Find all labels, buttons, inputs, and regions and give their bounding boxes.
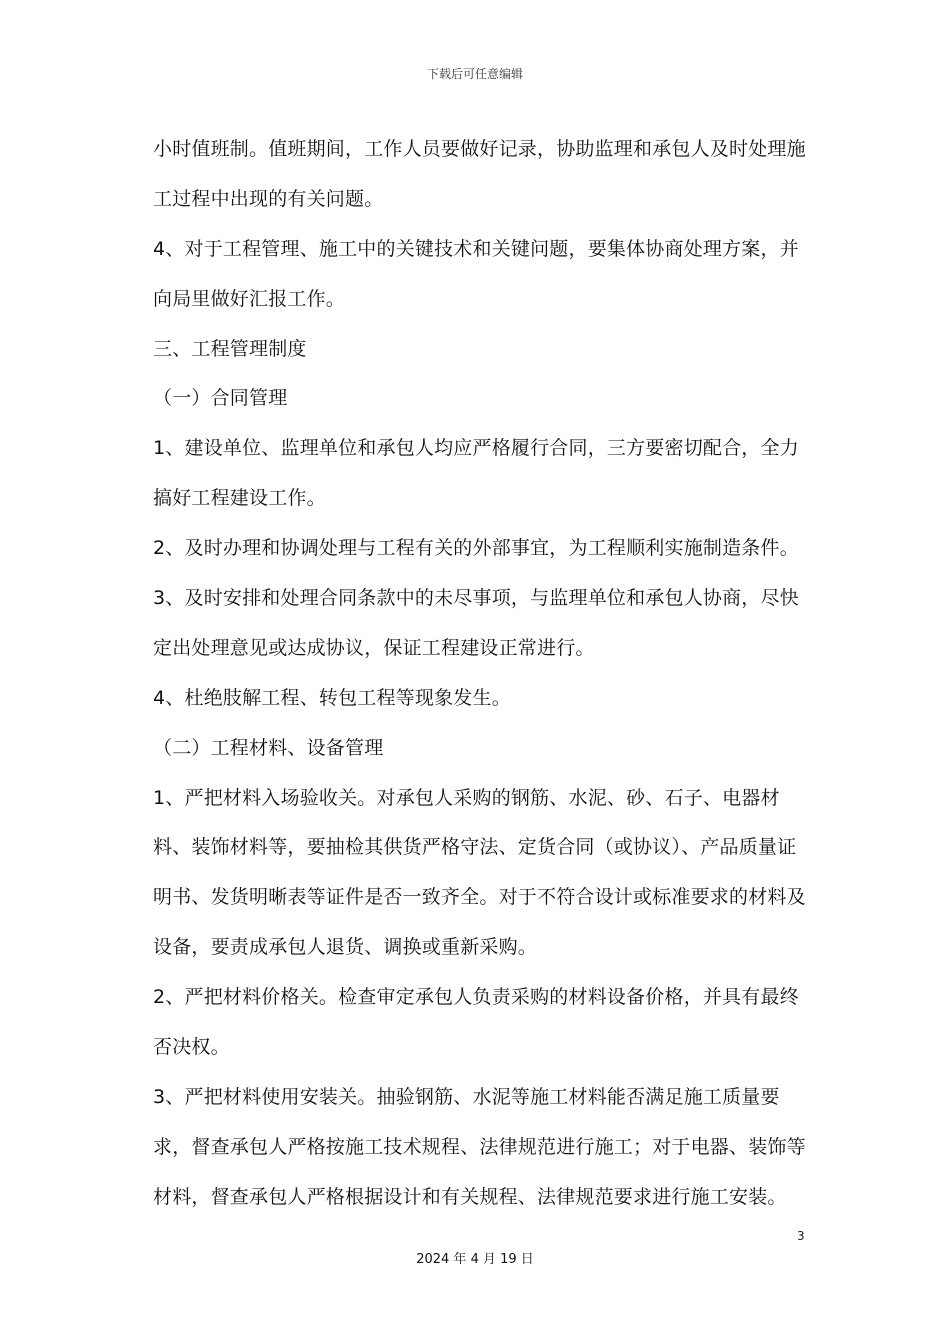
subsection-heading: （一）合同管理 — [153, 387, 288, 410]
page-header: 下载后可任意编辑 — [426, 67, 523, 81]
body-line: 求，督查承包人严格按施工技术规程、法律规范进行施工；对于电器、装饰等 — [153, 1135, 806, 1158]
subsection-heading: （二）工程材料、设备管理 — [153, 736, 384, 759]
page-number: 3 — [797, 1229, 805, 1243]
body-line: 材料，督查承包人严格根据设计和有关规程、法律规范要求进行施工安装。 — [153, 1185, 787, 1208]
body-line: 料、装饰材料等，要抽检其供货严格守法、定货合同（或协议）、产品质量证 — [153, 836, 797, 859]
body-line: 否决权。 — [153, 1036, 230, 1059]
body-line: 搞好工程建设工作。 — [153, 487, 326, 510]
body-line: 工过程中出现的有关问题。 — [153, 187, 384, 210]
body-line: 设备，要责成承包人退货、调换或重新采购。 — [153, 936, 538, 959]
body-line: 4、杜绝肢解工程、转包工程等现象发生。 — [153, 686, 511, 709]
body-line: 2、严把材料价格关。检查审定承包人负责采购的材料设备价格，并具有最终 — [153, 986, 799, 1009]
document-body — [153, 125, 813, 1223]
body-line: 小时值班制。值班期间，工作人员要做好记录，协助监理和承包人及时处理施 — [153, 138, 806, 160]
body-line: 3、及时安排和处理合同条款中的未尽事项，与监理单位和承包人协商，尽快 — [153, 587, 799, 610]
body-line: 3、严把材料使用安装关。抽验钢筋、水泥等施工材料能否满足施工质量要 — [153, 1085, 780, 1108]
body-line: 1、严把材料入场验收关。对承包人采购的钢筋、水泥、砂、石子、电器材 — [153, 786, 780, 809]
body-line: 明书、发货明晰表等证件是否一致齐全。对于不符合设计或标准要求的材料及 — [153, 886, 806, 909]
body-line: 2、及时办理和协调处理与工程有关的外部事宜，为工程顺利实施制造条件。 — [153, 537, 799, 560]
body-line: 向局里做好汇报工作。 — [153, 287, 346, 310]
section-heading: 三、工程管理制度 — [153, 337, 307, 360]
body-line: 4、对于工程管理、施工中的关键技术和关键问题，要集体协商处理方案，并 — [153, 237, 799, 260]
body-line: 1、建设单位、监理单位和承包人均应严格履行合同，三方要密切配合，全力 — [153, 437, 799, 460]
body-line: 定出处理意见或达成协议，保证工程建设正常进行。 — [153, 636, 595, 659]
footer-date: 2024 年 4 月 19 日 — [416, 1252, 534, 1267]
